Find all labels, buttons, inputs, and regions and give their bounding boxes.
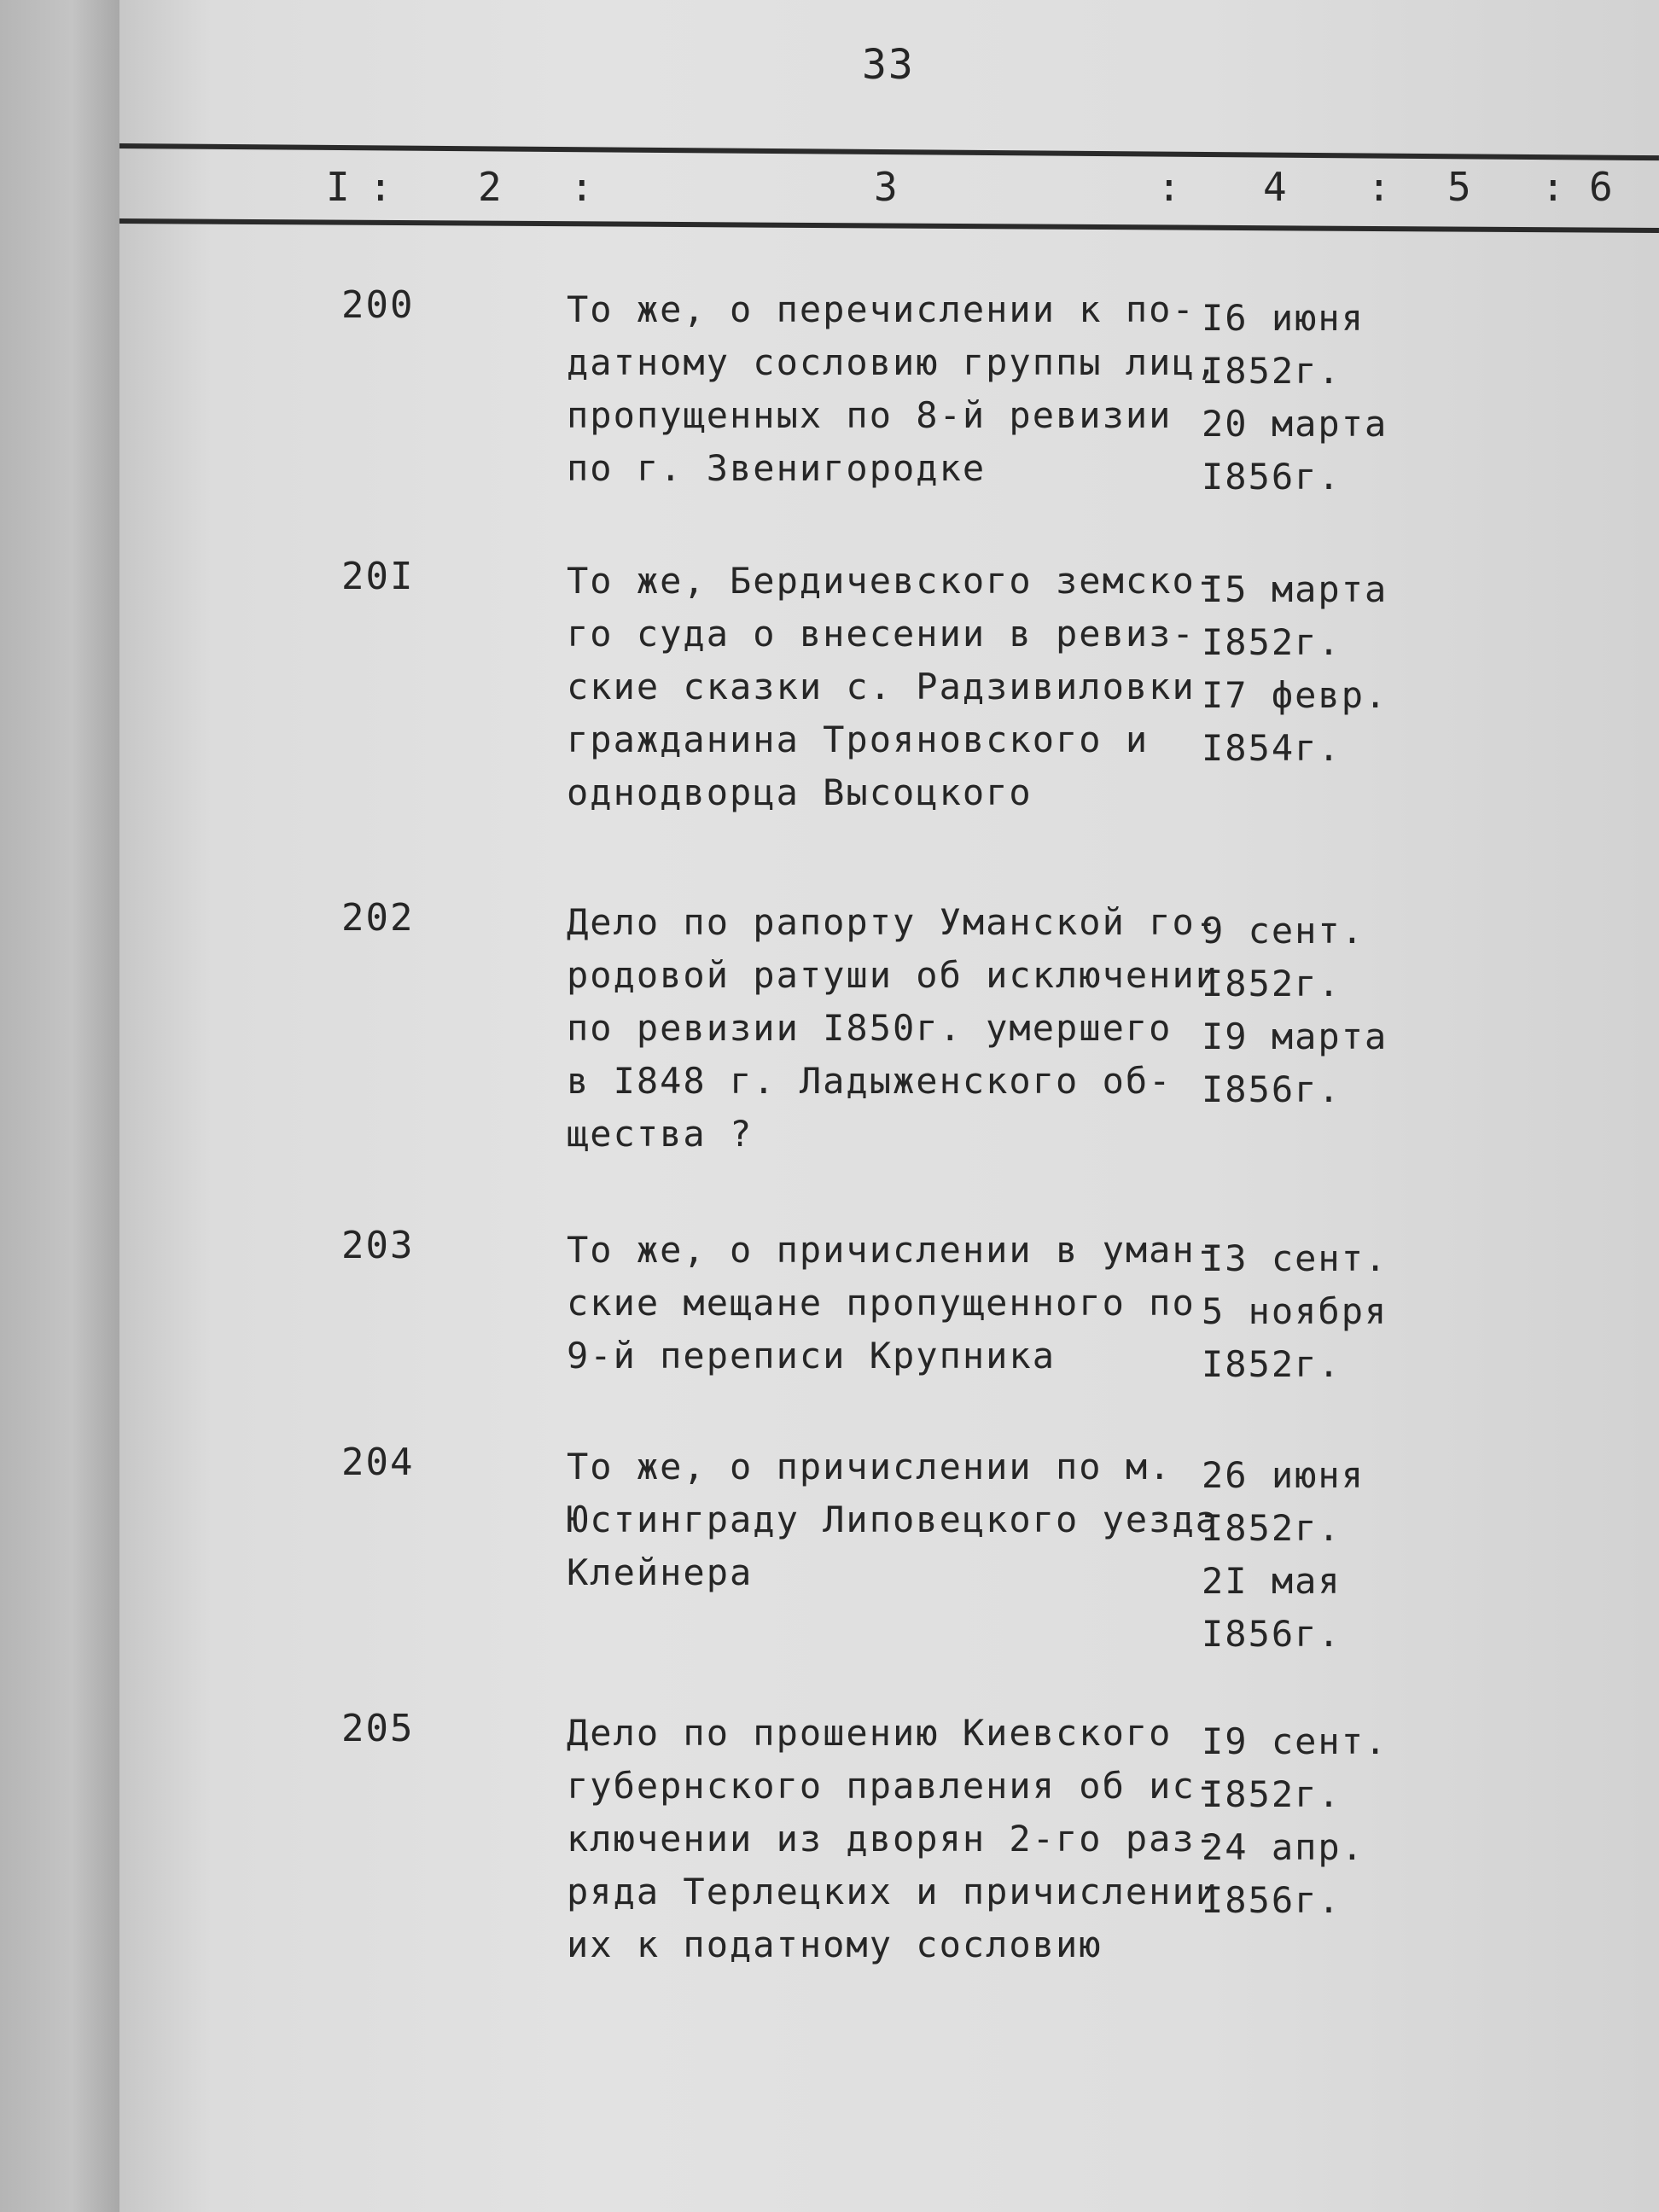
entry-dates (1202, 292, 1458, 504)
header-col-1: I (326, 164, 352, 210)
description-line: Юстинграду Липовецкого уезда (567, 1499, 1220, 1540)
header-col-4: 4 (1263, 164, 1289, 210)
description-line: по ревизии I850г. умершего (567, 1007, 1173, 1049)
date-line: I852г. (1202, 1343, 1342, 1385)
date-line: I9 марта (1202, 1016, 1388, 1057)
date-line: I852г. (1202, 621, 1342, 663)
entry-description (567, 1441, 1220, 1599)
description-line: ключении из дворян 2-го раз- (567, 1818, 1220, 1860)
entry-dates (1202, 563, 1458, 775)
entry-description (567, 1224, 1220, 1382)
date-line: I856г. (1202, 1068, 1342, 1110)
entry-dates (1202, 1449, 1458, 1661)
header-separator: : (1157, 164, 1183, 210)
entry-description (567, 1707, 1220, 1971)
entry-description (567, 283, 1220, 495)
header-separator: : (570, 164, 596, 210)
entry-number: 204 (341, 1441, 415, 1484)
date-line: 2I мая (1202, 1560, 1342, 1602)
entry-dates (1202, 1232, 1458, 1391)
page-number: 33 (862, 41, 915, 89)
date-line: 24 апр. (1202, 1826, 1365, 1868)
date-line: I854г. (1202, 727, 1342, 769)
description-line: Дело по рапорту Уманской го- (567, 901, 1220, 943)
date-line: I856г. (1202, 456, 1342, 498)
description-line: То же, о перечислении к по- (567, 288, 1196, 330)
date-line: I852г. (1202, 963, 1342, 1004)
description-line: ряда Терлецких и причислении (567, 1871, 1220, 1912)
header-separator: : (1541, 164, 1567, 210)
date-line: I5 марта (1202, 568, 1388, 610)
date-line: 26 июня (1202, 1454, 1365, 1496)
header-col-6: 6 (1589, 164, 1615, 210)
description-line: го суда о внесении в ревиз- (567, 613, 1196, 655)
description-line: пропущенных по 8-й ревизии (567, 394, 1173, 436)
entry-number: 203 (341, 1224, 415, 1267)
description-line: датному сословию группы лиц, (567, 341, 1220, 383)
description-line: То же, о причислении в уман- (567, 1229, 1220, 1271)
description-line: 9-й переписи Крупника (567, 1335, 1057, 1377)
column-header-row (0, 164, 1659, 215)
description-line: губернского правления об ис- (567, 1765, 1220, 1807)
binding-gutter (0, 0, 119, 2212)
description-line: То же, о причислении по м. (567, 1446, 1173, 1487)
description-line: ские сказки с. Радзивиловки (567, 666, 1196, 707)
entry-description (567, 555, 1220, 819)
description-line: по г. Звенигородке (567, 447, 987, 489)
date-line: 20 марта (1202, 403, 1388, 445)
description-line: Клейнера (567, 1551, 754, 1593)
date-line: I852г. (1202, 350, 1342, 392)
date-line: I856г. (1202, 1613, 1342, 1655)
entry-description (567, 896, 1220, 1161)
description-line: родовой ратуши об исключении (567, 954, 1220, 996)
date-line: I852г. (1202, 1773, 1342, 1815)
entry-number: 200 (341, 283, 415, 327)
entry-number: 20I (341, 555, 415, 598)
description-line: То же, Бердичевского земско- (567, 560, 1220, 602)
header-separator: : (369, 164, 394, 210)
date-line: I3 сент. (1202, 1237, 1388, 1279)
description-line: гражданина Трояновского и (567, 719, 1150, 760)
date-line: I852г. (1202, 1507, 1342, 1549)
entry-dates (1202, 905, 1458, 1116)
entry-number: 202 (341, 896, 415, 940)
date-line: 9 сент. (1202, 910, 1365, 952)
date-line: I9 сент. (1202, 1720, 1388, 1762)
date-line: I6 июня (1202, 297, 1365, 339)
description-line: однодворца Высоцкого (567, 771, 1033, 813)
description-line: Дело по прошению Киевского (567, 1712, 1173, 1754)
description-line: в I848 г. Ладыженского об- (567, 1060, 1173, 1102)
date-line: I856г. (1202, 1879, 1342, 1921)
entry-number: 205 (341, 1707, 415, 1750)
header-col-3: 3 (874, 164, 899, 210)
description-line: их к податному сословию (567, 1924, 1103, 1965)
header-separator: : (1367, 164, 1393, 210)
date-line: I7 февр. (1202, 674, 1388, 716)
description-line: ские мещане пропущенного по (567, 1282, 1196, 1324)
header-col-2: 2 (478, 164, 504, 210)
date-line: 5 ноября (1202, 1290, 1388, 1332)
header-col-5: 5 (1447, 164, 1473, 210)
entry-dates (1202, 1715, 1458, 1927)
description-line: щества ? (567, 1113, 754, 1155)
